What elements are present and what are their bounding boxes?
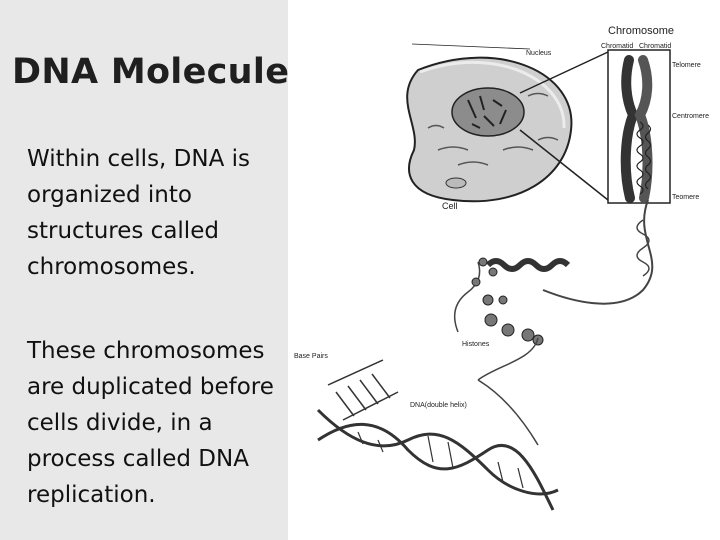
dna-diagram — [288, 0, 720, 540]
label-nucleus: Nucleus — [526, 50, 552, 57]
text-panel — [0, 0, 288, 540]
paragraph-replication: These chromosomes are duplicated before cells divide, in a process called DNA replication. — [27, 338, 274, 508]
label-telomere-top: Telomere — [672, 62, 701, 69]
label-chromatid-right: Chromatid — [639, 43, 672, 50]
base-pair-ladder — [328, 360, 398, 420]
label-chromatid-left: Chromatid — [601, 43, 634, 50]
label-histones: Histones — [462, 341, 490, 348]
cell-illustration — [407, 58, 571, 202]
dna-double-helix — [318, 410, 558, 510]
slide-title: DNA Molecule — [12, 52, 290, 92]
label-telomere-bottom: Teomere — [672, 194, 700, 201]
nucleus-shape — [452, 88, 524, 136]
label-centromere: Centromere — [672, 113, 709, 120]
label-cell: Cell — [442, 201, 458, 211]
label-chromosome: Chromosome — [608, 25, 675, 37]
label-dna: DNA(double helix) — [410, 402, 467, 409]
label-base-pairs: Base Pairs — [294, 353, 328, 360]
paragraph-organization: Within cells, DNA is organized into structures called chromosomes. — [27, 146, 251, 280]
